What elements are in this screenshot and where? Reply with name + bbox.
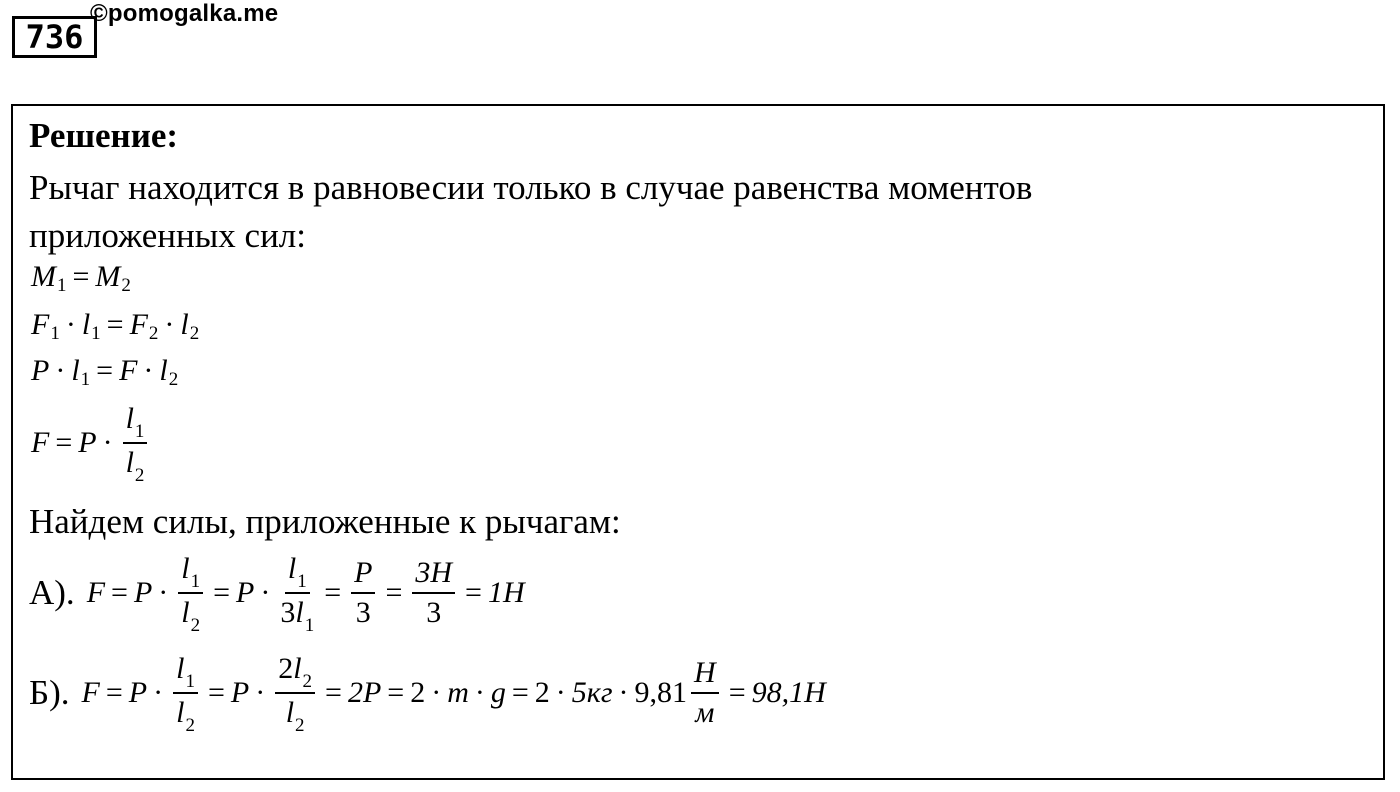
watermark: ©pomogalka.me bbox=[90, 0, 279, 27]
formula-force-ratio: F = P · $\frac{l_1}{l_2}$ bbox=[31, 402, 151, 484]
formula-moment-equality: M 1 = M 2 bbox=[31, 260, 131, 296]
solution-text-line1: Рычаг находится в равновесии только в случае равенства моментов bbox=[29, 168, 1033, 207]
formula-case-b: Б). F = P · $\frac{l_1}{l_2}$ = P · $\frac{2l_2}{l_2}$ = 2P = 2 · m · g = 2 · 5кг · 9,81 $\frac{H}{м}$ = 98,1H bbox=[29, 652, 826, 736]
solution-panel bbox=[11, 104, 1385, 780]
formula-case-a: А). F = P · $\frac{l_1}{l_2}$ = P · $\frac{l_1}{3l_1}$ = $\frac{P}{3}$ = $\frac{3H}{3}$ = 1H bbox=[29, 552, 525, 636]
solution-text-line2: приложенных сил: bbox=[29, 216, 306, 255]
solution-text-find: Найдем силы, приложенные к рычагам: bbox=[29, 502, 621, 541]
formula-force-arm: F 1 · l 1 = F 2 · l 2 bbox=[31, 308, 200, 344]
formula-weight-arm: P · l 1 = F · l 2 bbox=[31, 354, 179, 390]
problem-number-box: 736 bbox=[12, 16, 97, 58]
solution-title: Решение: bbox=[29, 116, 179, 155]
